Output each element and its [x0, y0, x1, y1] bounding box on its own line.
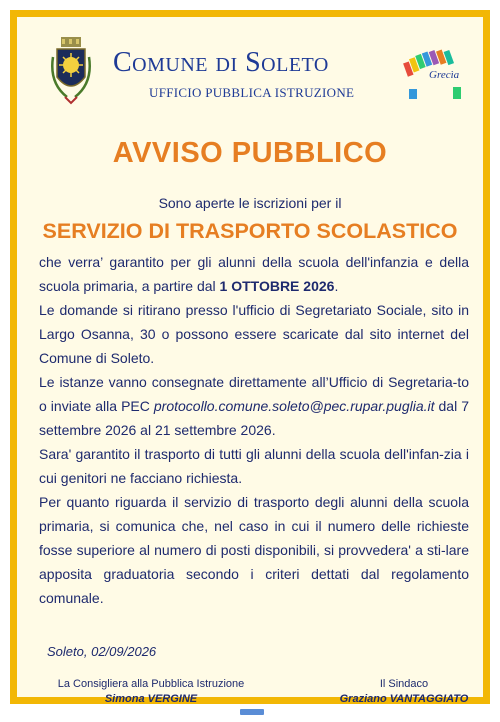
ufficio-subtitle: UFFICIO PUBBLICA ISTRUZIONE — [149, 85, 355, 100]
councillor-name: Simona VERGINE — [104, 693, 198, 705]
councillor-role: La Consigliera alla Pubblica Istruzione — [57, 678, 245, 690]
notice-title: AVVISO PUBBLICO — [112, 137, 388, 169]
poster-frame — [10, 10, 490, 704]
paragraph-1-text: che verra’ garantito per gli alunni della scuola dell'infanzia e della scuola primaria, a partire dal — [39, 254, 469, 294]
signature-mayor — [329, 678, 479, 705]
service-title: SERVIZIO DI TRASPORTO SCOLASTICO — [42, 219, 458, 243]
mayor-role: Il Sindaco — [379, 678, 429, 690]
notice-body — [39, 250, 469, 610]
issue-date: Soleto, 02/09/2026 — [47, 644, 157, 659]
comune-title: Comune di Soleto — [113, 47, 329, 78]
signature-councillor — [41, 678, 261, 705]
mayor-name: Graziano VANTAGGIATO — [339, 693, 469, 705]
coat-of-arms-icon — [49, 37, 93, 109]
paragraph-1-end: . — [334, 278, 339, 294]
intro-text: Sono aperte le iscrizioni per il — [158, 195, 342, 211]
paragraph-1 — [39, 250, 469, 298]
header — [17, 17, 483, 109]
pec-address: protocollo.comune.soleto@pec.rupar.puglia.it — [153, 398, 435, 414]
paragraph-5: Per quanto riguarda il servizio di trasporto degli alunni della scuola primaria, si comunica che, nel caso in cui il numero delle richieste fosse superiore al numero di posti disponibili, si provvedera' a sti-lare apposita graduatoria secondo i criteri dettati dal regolamento comunale. — [39, 494, 469, 606]
paragraph-3-end: dal 7 settembre 2026 al 21 settembre 2026. — [39, 398, 469, 438]
start-date: 1 OTTOBRE 2026 — [219, 278, 335, 294]
paragraph-3-text: Le istanze vanno consegnate direttamente all’Ufficio di Segretaria-to o inviate alla PEC — [39, 374, 469, 414]
paragraph-4: Sara' garantito il trasporto di tutti gli alunni della scuola dell'infan-zia i cui genitori ne facciano richiesta. — [39, 446, 469, 486]
grecia-logo-text: Grecìa — [429, 69, 460, 81]
printer-stamp-icon — [240, 708, 264, 716]
paragraph-2: Le domande si ritirano presso l'ufficio di Segretariato Sociale, sito in Largo Osanna, 30 o possono essere scaricate dal sito internet del Comune di Soleto. — [39, 302, 469, 366]
paragraph-3 — [39, 370, 469, 442]
